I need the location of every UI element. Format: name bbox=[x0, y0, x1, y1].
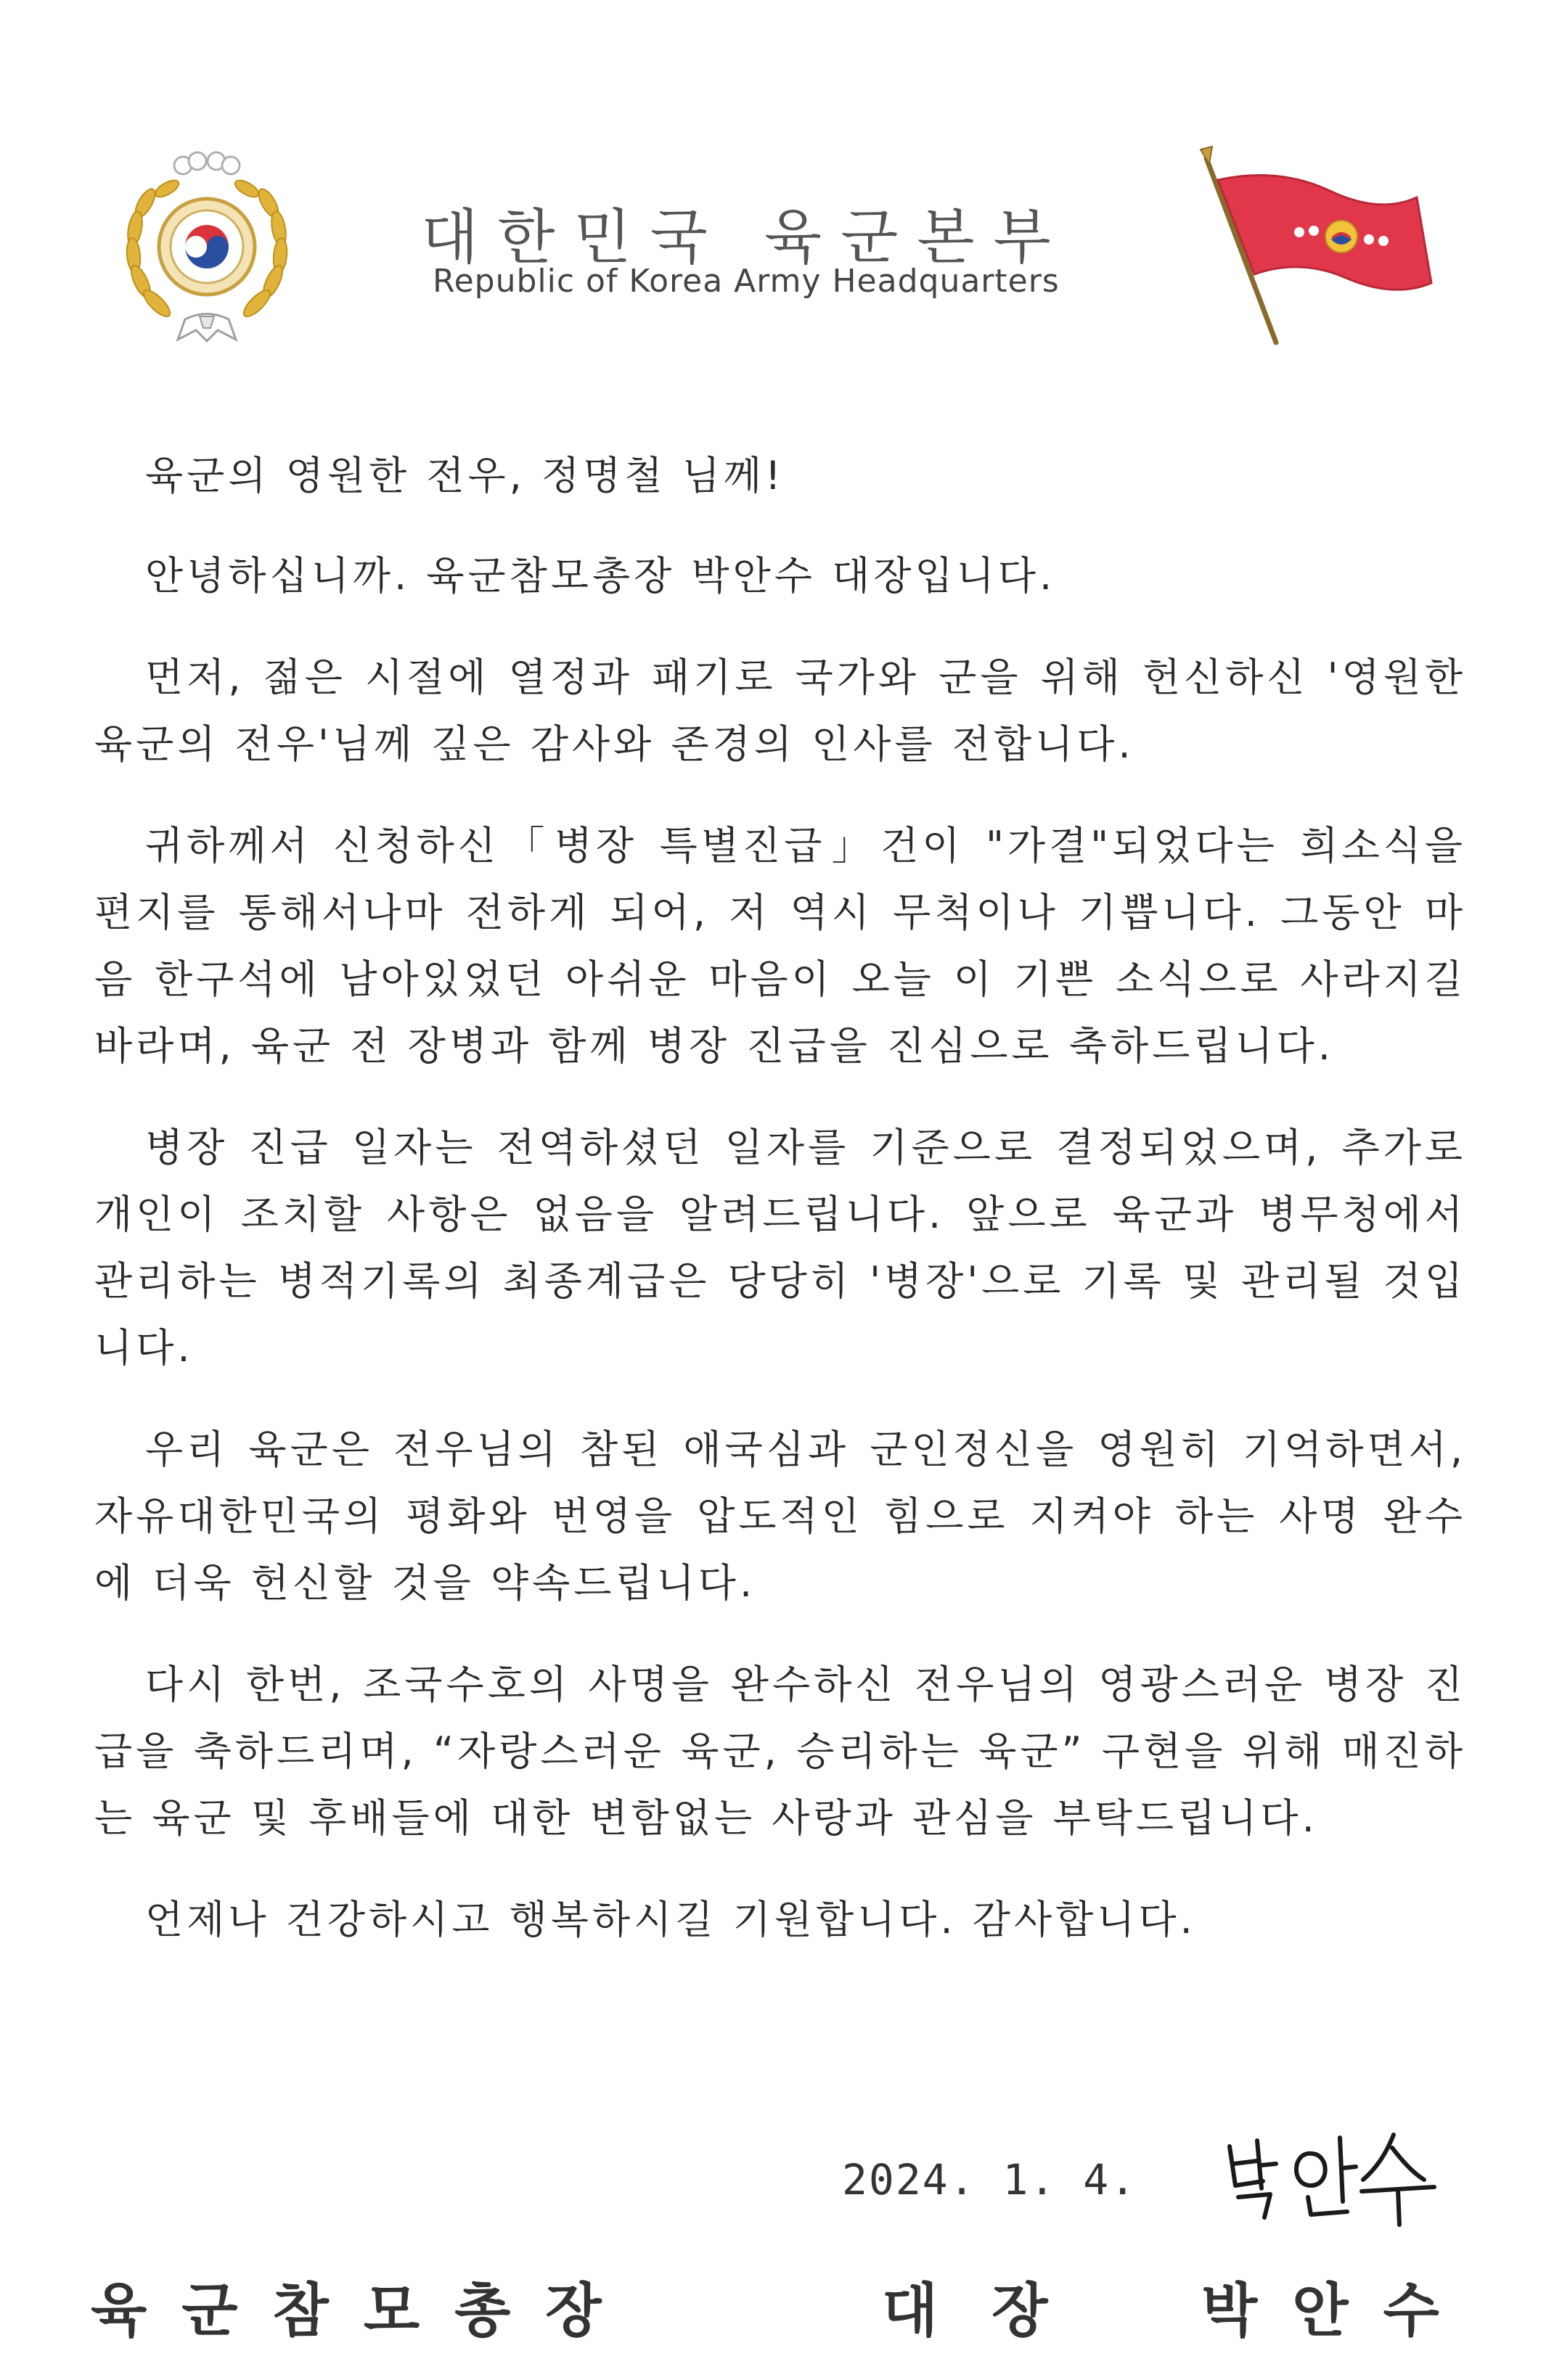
paragraph: 언제나 건강하시고 행복하시길 기원합니다. 감사합니다. bbox=[145, 1897, 1196, 1942]
letter-date: 2024. 1. 4. bbox=[842, 2155, 1137, 2204]
salutation: 육군의 영원한 전우, 정명철 님께! bbox=[145, 453, 785, 498]
headquarters-title-korean: 대한민국 육군본부 bbox=[421, 203, 1070, 272]
paragraph: 귀하께서 신청하신「병장 특별진급」건이 "가결"되었다는 희소식을 편지를 통해서나마 전하게 되어, 저 역시 무척이나 기쁩니다. 그동안 마음 한구석에 남아있었던 아쉬운 마음이 오늘 이 기쁜 소식으로 사라지길 바라며, 육군 전 장병과 함께 병장 진급을 진심으로 축하드립니다. bbox=[94, 823, 1466, 1069]
paragraph: 병장 진급 일자는 전역하셨던 일자를 기준으로 결정되었으며, 추가로 개인이 조치할 사항은 없음을 알려드립니다. 앞으로 육군과 병무청에서 관리하는 병적기록의 최종계급은 당당히 '병장'으로 기록 및 관리될 것입니다. bbox=[94, 1125, 1466, 1371]
letterhead bbox=[0, 0, 1562, 377]
letter-body bbox=[94, 443, 1466, 1988]
headquarters-title-english: Republic of Korea Army Headquarters bbox=[433, 263, 1060, 300]
paragraph: 안녕하십니까. 육군참모총장 박안수 대장입니다. bbox=[145, 553, 1056, 599]
paragraph: 먼저, 젊은 시절에 열정과 패기로 국가와 군을 위해 헌신하신 '영원한 육군의 전우'님께 깊은 감사와 존경의 인사를 전합니다. bbox=[94, 654, 1466, 767]
handwritten-signature bbox=[1219, 2119, 1444, 2228]
paragraph: 우리 육군은 전우님의 참된 애국심과 군인정신을 영원히 기억하면서, 자유대한민국의 평화와 번영을 압도적인 힘으로 지켜야 하는 사명 완수에 더욱 헌신할 것을 약속드립니다. bbox=[94, 1427, 1466, 1606]
signer-title: 육군참모총장 bbox=[91, 2277, 637, 2344]
paragraph: 다시 한번, 조국수호의 사명을 완수하신 전우님의 영광스러운 병장 진급을 축하드리며, “자랑스러운 육군, 승리하는 육군” 구현을 위해 매진하는 육군 및 후배들에 대한 변함없는 사랑과 관심을 부탁드립니다. bbox=[94, 1662, 1466, 1841]
army-flag-icon bbox=[1190, 145, 1444, 348]
army-emblem-icon bbox=[116, 145, 298, 348]
signer-name: 박안수 bbox=[1201, 2277, 1474, 2344]
signer-rank: 대장 bbox=[882, 2277, 1102, 2344]
signer-line bbox=[91, 2264, 1474, 2344]
